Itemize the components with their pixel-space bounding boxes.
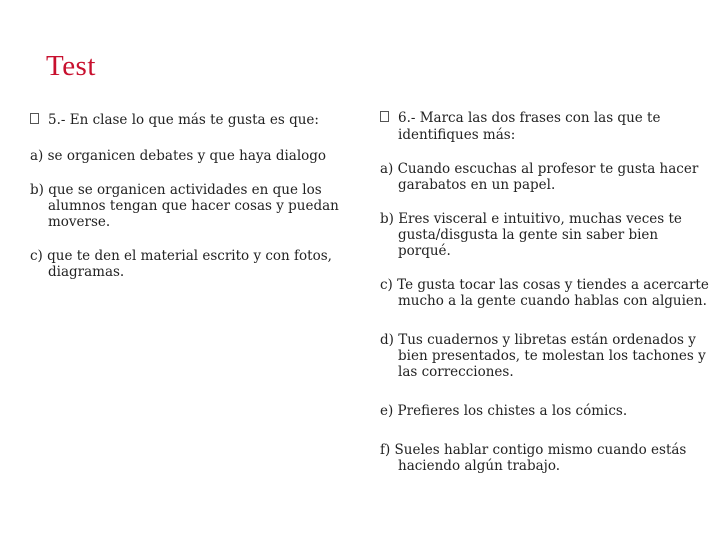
q6-option-d: d) Tus cuadernos y libretas están ordenados y bien presentados, te molestan los tachones y las correcciones. [380,332,706,380]
question-6-text: 6.- Marca las dos frases con las que te identifiques más: [398,110,661,143]
question-6 [380,110,710,144]
page-title: Test [46,50,96,82]
q5-option-b: b) que se organicen actividades en que los alumnos tengan que hacer cosas y puedan moverse. [30,182,339,230]
q6-option-c: c) Te gusta tocar las cosas y tiendes a acercarte mucho a la gente cuando hablas con alguien. [380,277,709,309]
question-6-block [380,110,710,474]
checkbox-bullet-icon [380,111,389,122]
question-5-block [30,112,360,280]
question-5-text: 5.- En clase lo que más te gusta es que: [48,112,319,128]
question-5 [30,112,360,129]
checkbox-bullet-icon [30,113,39,124]
q6-option-a: a) Cuando escuchas al profesor te gusta hacer garabatos en un papel. [380,161,699,193]
q5-option-a: a) se organicen debates y que haya dialogo [30,148,327,164]
q6-option-e: e) Prefieres los chistes a los cómics. [380,403,628,419]
q6-option-b: b) Eres visceral e intuitivo, muchas veces te gusta/disgusta la gente sin saber bien porqué. [380,211,682,259]
q6-option-f: f) Sueles hablar contigo mismo cuando estás haciendo algún trabajo. [380,442,687,474]
q5-option-c: c) que te den el material escrito y con fotos, diagramas. [30,248,332,280]
